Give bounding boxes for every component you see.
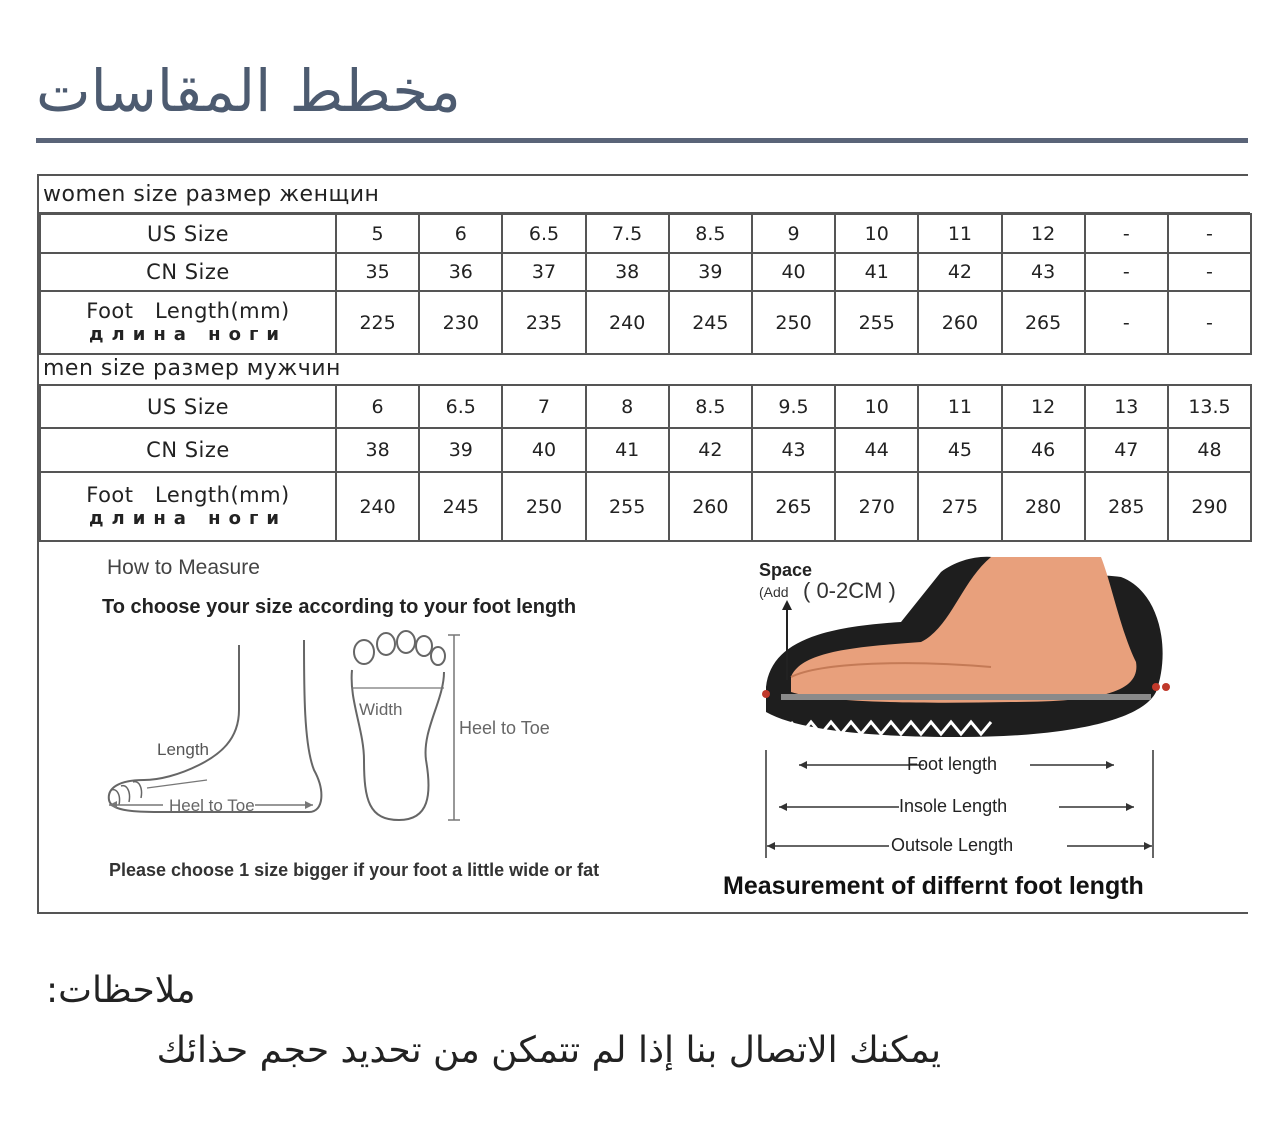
- size-cell: 12: [1002, 214, 1085, 253]
- table-row: [40, 428, 1251, 472]
- size-cell: -: [1168, 214, 1251, 253]
- foot-length-en: Foot Length(mm): [86, 299, 290, 324]
- foot-length-ru: длина ноги: [88, 508, 287, 530]
- women-size-header: women size размер женщин: [43, 182, 380, 207]
- size-chart: [37, 174, 1248, 914]
- size-cell: 265: [752, 472, 835, 541]
- size-cell: 8.5: [669, 385, 752, 428]
- how-to-heading: How to Measure: [107, 556, 260, 579]
- size-cell: 6: [336, 385, 419, 428]
- size-cell: 265: [1002, 291, 1085, 354]
- size-cell: -: [1168, 291, 1251, 354]
- size-cell: 225: [336, 291, 419, 354]
- size-cell: 5: [336, 214, 419, 253]
- heel-to-toe-sole-label: Heel to Toe: [459, 718, 550, 738]
- size-cell: 38: [586, 253, 669, 291]
- size-cell: 240: [336, 472, 419, 541]
- how-to-subheading: To choose your size according to your foot length: [102, 596, 577, 618]
- men-size-table: [39, 384, 1252, 542]
- width-label: Width: [359, 700, 403, 719]
- table-row: [40, 291, 1251, 354]
- notes-body: يمكنك الاتصال بنا إذا لم تتمكن من تحديد حجم حذائك: [156, 1030, 941, 1071]
- size-cell: 48: [1168, 428, 1251, 472]
- size-cell: 13: [1085, 385, 1168, 428]
- size-cell: 40: [502, 428, 585, 472]
- size-cell: 39: [669, 253, 752, 291]
- size-cell: 290: [1168, 472, 1251, 541]
- size-cell: 42: [669, 428, 752, 472]
- size-cell: 45: [918, 428, 1001, 472]
- size-cell: 245: [669, 291, 752, 354]
- size-cell: -: [1085, 214, 1168, 253]
- table-row: [40, 385, 1251, 428]
- size-cell: 285: [1085, 472, 1168, 541]
- row-label: US Size: [40, 214, 336, 253]
- space-arrow: [781, 600, 793, 680]
- outsole-length-label: Outsole Length: [891, 835, 1014, 855]
- size-cell: 39: [419, 428, 502, 472]
- size-cell: 8: [586, 385, 669, 428]
- how-to-measure-section: [39, 540, 1250, 914]
- size-cell: 9: [752, 214, 835, 253]
- size-cell: 13.5: [1168, 385, 1251, 428]
- size-cell: 44: [835, 428, 918, 472]
- space-label: Space: [759, 560, 813, 580]
- foot-length-en: Foot Length(mm): [86, 483, 290, 508]
- size-cell: 240: [586, 291, 669, 354]
- size-cell: 43: [1002, 253, 1085, 291]
- size-cell: 41: [835, 253, 918, 291]
- size-cell: 230: [419, 291, 502, 354]
- size-cell: 250: [752, 291, 835, 354]
- size-cell: 280: [1002, 472, 1085, 541]
- size-cell: 6.5: [502, 214, 585, 253]
- size-cell: 10: [835, 385, 918, 428]
- foot-length-row-label: [40, 291, 336, 354]
- foot-length-ru: длина ноги: [88, 324, 287, 346]
- row-label: CN Size: [40, 428, 336, 472]
- size-cell: 7: [502, 385, 585, 428]
- size-cell: 6.5: [419, 385, 502, 428]
- size-cell: -: [1085, 291, 1168, 354]
- size-cell: 37: [502, 253, 585, 291]
- page-title: مخطط المقاسات: [36, 57, 461, 125]
- size-cell: 7.5: [586, 214, 669, 253]
- table-row: [40, 253, 1251, 291]
- size-cell: 46: [1002, 428, 1085, 472]
- size-cell: 250: [502, 472, 585, 541]
- foot-length-row-label: [40, 472, 336, 541]
- add-label: (Add: [759, 584, 789, 600]
- size-cell: 38: [336, 428, 419, 472]
- size-cell: 8.5: [669, 214, 752, 253]
- men-size-header: men size размер мужчин: [43, 356, 341, 381]
- title-divider: [36, 138, 1248, 143]
- size-cell: -: [1168, 253, 1251, 291]
- size-cell: 10: [835, 214, 918, 253]
- insole-length-label: Insole Length: [899, 796, 1008, 816]
- sole-drawing: [344, 630, 474, 830]
- size-cell: 235: [502, 291, 585, 354]
- space-range-label: ( 0-2CM ): [803, 578, 896, 603]
- size-cell: 35: [336, 253, 419, 291]
- size-cell: 270: [835, 472, 918, 541]
- size-cell: 255: [586, 472, 669, 541]
- size-cell: 12: [1002, 385, 1085, 428]
- size-cell: 41: [586, 428, 669, 472]
- size-cell: 47: [1085, 428, 1168, 472]
- length-label: Length: [157, 740, 209, 759]
- size-cell: 260: [918, 291, 1001, 354]
- foot-length-label: Foot length: [907, 754, 998, 774]
- size-cell: -: [1085, 253, 1168, 291]
- row-label: CN Size: [40, 253, 336, 291]
- size-cell: 255: [835, 291, 918, 354]
- heel-to-toe-side-label: Heel to Toe: [169, 796, 255, 815]
- size-cell: 43: [752, 428, 835, 472]
- size-cell: 260: [669, 472, 752, 541]
- size-cell: 275: [918, 472, 1001, 541]
- size-cell: 42: [918, 253, 1001, 291]
- size-tip: Please choose 1 size bigger if your foot a little wide or fat: [109, 860, 600, 880]
- size-cell: 11: [918, 385, 1001, 428]
- size-cell: 6: [419, 214, 502, 253]
- table-row: [40, 214, 1251, 253]
- size-cell: 9.5: [752, 385, 835, 428]
- size-cell: 36: [419, 253, 502, 291]
- size-cell: 40: [752, 253, 835, 291]
- size-cell: 11: [918, 214, 1001, 253]
- table-row: [40, 472, 1251, 541]
- size-cell: 245: [419, 472, 502, 541]
- diagram-caption: Measurement of differnt foot length: [723, 872, 1144, 900]
- row-label: US Size: [40, 385, 336, 428]
- women-size-table: [39, 213, 1252, 355]
- notes-heading: :ملاحظات: [46, 970, 196, 1011]
